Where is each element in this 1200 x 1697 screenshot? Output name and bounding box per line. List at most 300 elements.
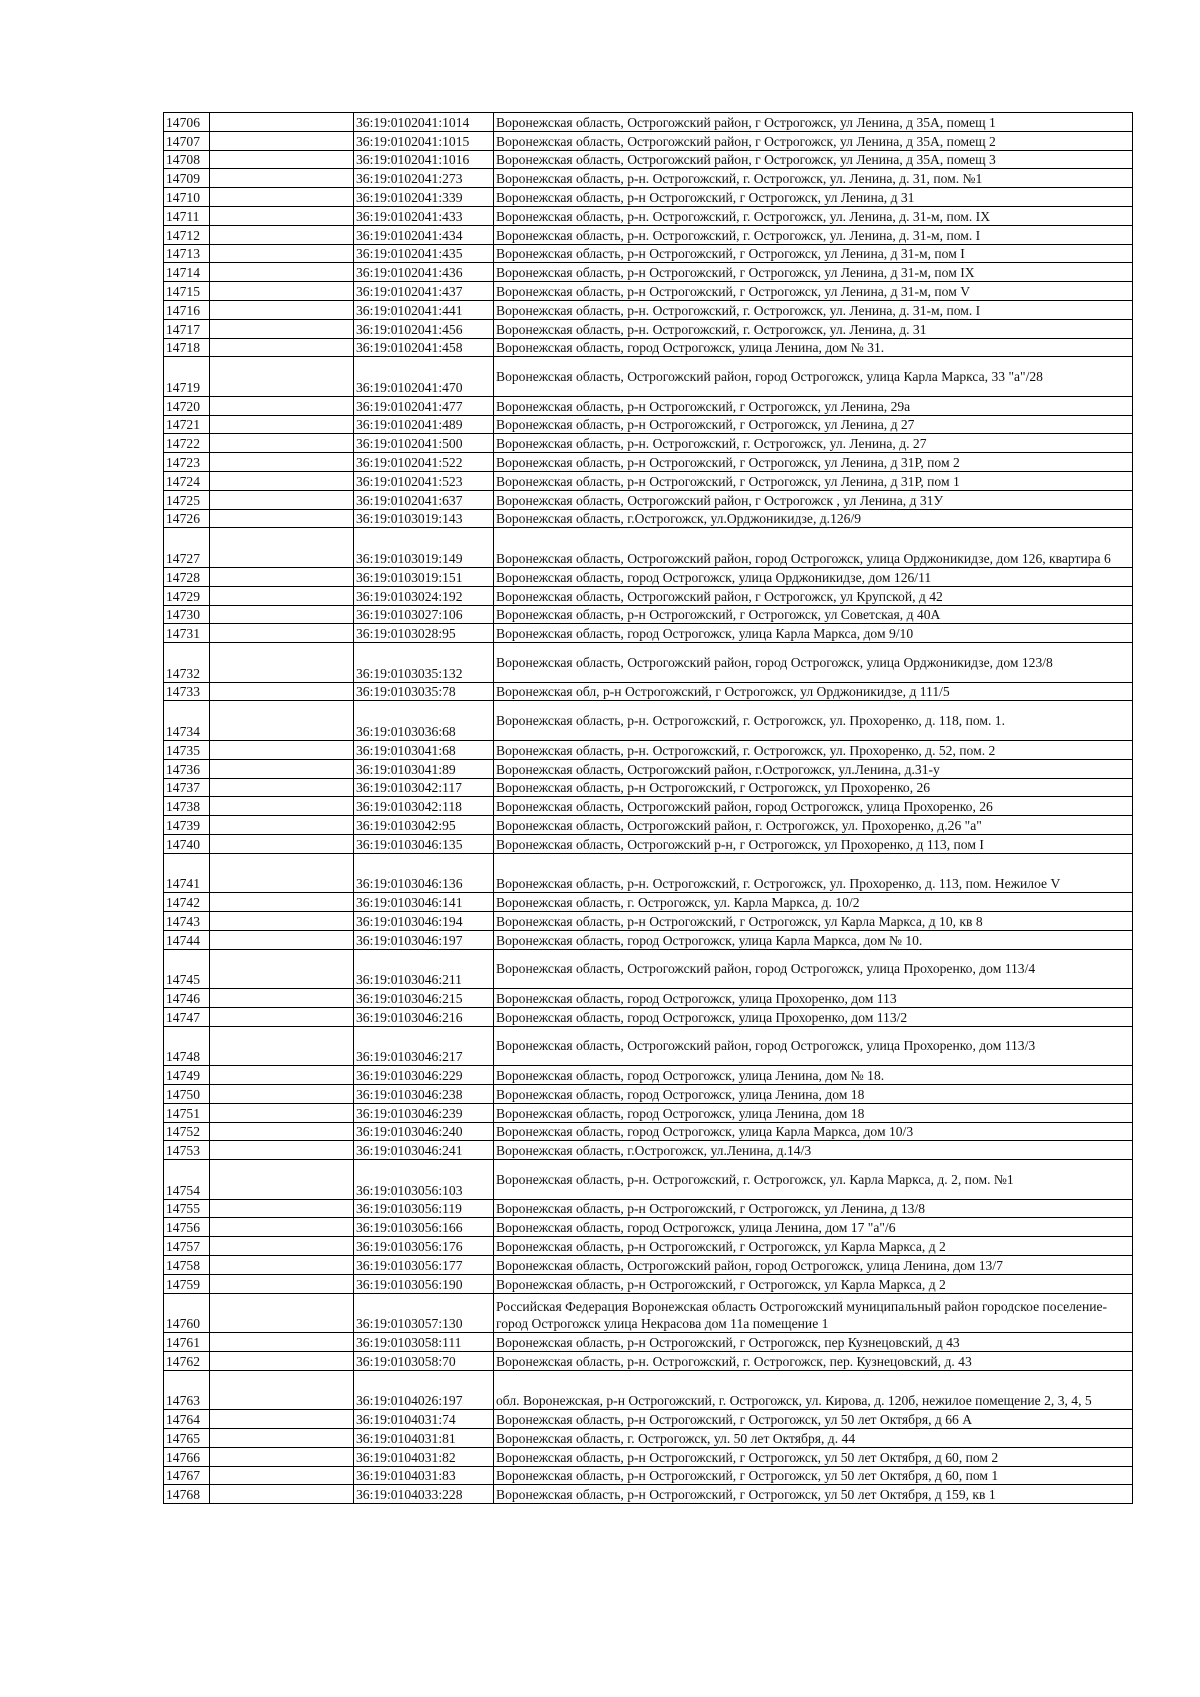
cadastral-number-cell: 36:19:0103035:132	[354, 643, 494, 683]
empty-cell	[210, 1293, 354, 1333]
address-cell: Воронежская область, город Острогожск, улица Карла Маркса, дом № 10.	[494, 930, 1133, 949]
address-cell: Воронежская область, Острогожский район, город Острогожск, улица Прохоренко, дом 113/3	[494, 1026, 1133, 1066]
address-cell: Воронежская область, город Острогожск, улица Прохоренко, дом 113	[494, 989, 1133, 1008]
empty-cell	[210, 567, 354, 586]
cadastral-number-cell: 36:19:0103046:197	[354, 930, 494, 949]
address-cell: Воронежская область, город Острогожск, улица Карла Маркса, дом 10/3	[494, 1122, 1133, 1141]
address-cell: Воронежская область, Острогожский район, г Острогожск , ул Ленина, д 31У	[494, 490, 1133, 509]
cadastral-number-cell: 36:19:0103046:239	[354, 1103, 494, 1122]
table-row	[164, 282, 1133, 301]
address-cell: Воронежская область, р-н. Острогожский, г. Острогожск, ул. Ленина, д. 31, пом. №1	[494, 169, 1133, 188]
table-row	[164, 434, 1133, 453]
empty-cell	[210, 188, 354, 207]
empty-cell	[210, 225, 354, 244]
row-number-cell: 14723	[164, 453, 210, 472]
cadastral-number-cell: 36:19:0103058:111	[354, 1333, 494, 1352]
table-row	[164, 1160, 1133, 1200]
address-cell: Воронежская область, Острогожский район, г. Острогожск, ул. Прохоренко, д.26 "а"	[494, 816, 1133, 835]
cadastral-number-cell: 36:19:0102041:1014	[354, 113, 494, 132]
row-number-cell: 14709	[164, 169, 210, 188]
row-number-cell: 14754	[164, 1160, 210, 1200]
row-number-cell: 14716	[164, 300, 210, 319]
empty-cell	[210, 912, 354, 931]
empty-cell	[210, 1351, 354, 1370]
cadastral-number-cell: 36:19:0103019:143	[354, 509, 494, 528]
table-row	[164, 1351, 1133, 1370]
row-number-cell: 14755	[164, 1199, 210, 1218]
empty-cell	[210, 1333, 354, 1352]
empty-cell	[210, 263, 354, 282]
cadastral-number-cell: 36:19:0103046:136	[354, 853, 494, 893]
address-cell: Воронежская область, г.Острогожск, ул.Орджоникидзе, д.126/9	[494, 509, 1133, 528]
empty-cell	[210, 1122, 354, 1141]
table-row	[164, 415, 1133, 434]
address-cell: Воронежская область, р-н. Острогожский, г. Острогожск, ул. Карла Маркса, д. 2, пом. №1	[494, 1160, 1133, 1200]
cadastral-number-cell: 36:19:0103056:177	[354, 1256, 494, 1275]
row-number-cell: 14721	[164, 415, 210, 434]
row-number-cell: 14748	[164, 1026, 210, 1066]
empty-cell	[210, 396, 354, 415]
empty-cell	[210, 131, 354, 150]
table-row	[164, 338, 1133, 357]
empty-cell	[210, 740, 354, 759]
address-cell: Воронежская область, р-н Острогожский, г Острогожск, ул Ленина, 29а	[494, 396, 1133, 415]
empty-cell	[210, 989, 354, 1008]
empty-cell	[210, 434, 354, 453]
empty-cell	[210, 415, 354, 434]
cadastral-number-cell: 36:19:0102041:637	[354, 490, 494, 509]
table-row	[164, 1066, 1133, 1085]
table-row	[164, 1103, 1133, 1122]
empty-cell	[210, 1103, 354, 1122]
row-number-cell: 14745	[164, 949, 210, 989]
row-number-cell: 14765	[164, 1429, 210, 1448]
cadastral-number-cell: 36:19:0103041:68	[354, 740, 494, 759]
empty-cell	[210, 1026, 354, 1066]
row-number-cell: 14758	[164, 1256, 210, 1275]
row-number-cell: 14706	[164, 113, 210, 132]
address-cell: Воронежская область, р-н Острогожский, г Острогожск, ул 50 лет Октября, д 60, пом 1	[494, 1466, 1133, 1485]
address-cell: Воронежская область, город Острогожск, улица Ленина, дом № 18.	[494, 1066, 1133, 1085]
row-number-cell: 14718	[164, 338, 210, 357]
row-number-cell: 14744	[164, 930, 210, 949]
empty-cell	[210, 1160, 354, 1200]
cadastral-number-cell: 36:19:0103046:240	[354, 1122, 494, 1141]
cadastral-number-cell: 36:19:0104031:81	[354, 1429, 494, 1448]
empty-cell	[210, 834, 354, 853]
empty-cell	[210, 682, 354, 701]
address-cell: Воронежская область, р-н Острогожский, г Острогожск, ул Ленина, д 13/8	[494, 1199, 1133, 1218]
table-row	[164, 1370, 1133, 1410]
address-cell: Воронежская область, р-н Острогожский, г Острогожск, ул Ленина, д 31	[494, 188, 1133, 207]
cadastral-number-cell: 36:19:0103019:151	[354, 567, 494, 586]
cadastral-number-cell: 36:19:0103036:68	[354, 701, 494, 741]
table-row	[164, 206, 1133, 225]
cadastral-number-cell: 36:19:0102041:339	[354, 188, 494, 207]
row-number-cell: 14729	[164, 586, 210, 605]
address-cell: Воронежская область, город Острогожск, улица Ленина, дом 17 "а"/6	[494, 1218, 1133, 1237]
cadastral-number-cell: 36:19:0102041:435	[354, 244, 494, 263]
empty-cell	[210, 453, 354, 472]
cadastral-number-cell: 36:19:0103056:119	[354, 1199, 494, 1218]
empty-cell	[210, 701, 354, 741]
row-number-cell: 14734	[164, 701, 210, 741]
cadastral-number-cell: 36:19:0102041:273	[354, 169, 494, 188]
row-number-cell: 14747	[164, 1007, 210, 1026]
address-cell: Воронежская область, р-н. Острогожский, г. Острогожск, ул. Ленина, д. 31-м, пом. I	[494, 300, 1133, 319]
empty-cell	[210, 778, 354, 797]
row-number-cell: 14757	[164, 1237, 210, 1256]
row-number-cell: 14760	[164, 1293, 210, 1333]
cadastral-number-cell: 36:19:0103046:215	[354, 989, 494, 1008]
row-number-cell: 14742	[164, 893, 210, 912]
empty-cell	[210, 949, 354, 989]
table-row	[164, 912, 1133, 931]
table-row	[164, 1485, 1133, 1504]
registry-table	[163, 112, 1133, 1504]
cadastral-number-cell: 36:19:0103042:117	[354, 778, 494, 797]
row-number-cell: 14750	[164, 1084, 210, 1103]
cadastral-number-cell: 36:19:0103056:176	[354, 1237, 494, 1256]
row-number-cell: 14746	[164, 989, 210, 1008]
address-cell: Воронежская область, р-н. Острогожский, г. Острогожск, пер. Кузнецовский, д. 43	[494, 1351, 1133, 1370]
cadastral-number-cell: 36:19:0102041:441	[354, 300, 494, 319]
cadastral-number-cell: 36:19:0102041:1016	[354, 150, 494, 169]
table-row	[164, 893, 1133, 912]
address-cell: Воронежская область, Острогожский р-н, г Острогожск, ул Прохоренко, д 113, пом I	[494, 834, 1133, 853]
row-number-cell: 14762	[164, 1351, 210, 1370]
address-cell: Воронежская область, р-н Острогожский, г Острогожск, ул Прохоренко, 26	[494, 778, 1133, 797]
table-row	[164, 357, 1133, 397]
table-row	[164, 169, 1133, 188]
empty-cell	[210, 1199, 354, 1218]
empty-cell	[210, 1007, 354, 1026]
row-number-cell: 14708	[164, 150, 210, 169]
empty-cell	[210, 624, 354, 643]
empty-cell	[210, 300, 354, 319]
cadastral-number-cell: 36:19:0103019:149	[354, 528, 494, 568]
address-cell: обл. Воронежская, р-н Острогожский, г. Острогожск, ул. Кирова, д. 120б, нежилое помещение 2, 3, 4, 5	[494, 1370, 1133, 1410]
row-number-cell: 14767	[164, 1466, 210, 1485]
row-number-cell: 14722	[164, 434, 210, 453]
table-row	[164, 319, 1133, 338]
empty-cell	[210, 528, 354, 568]
row-number-cell: 14759	[164, 1274, 210, 1293]
address-cell: Воронежская область, Острогожский район, город Острогожск, улица Ленина, дом 13/7	[494, 1256, 1133, 1275]
row-number-cell: 14766	[164, 1447, 210, 1466]
address-cell: Воронежская область, город Острогожск, улица Ленина, дом 18	[494, 1103, 1133, 1122]
table-row	[164, 1466, 1133, 1485]
address-cell: Воронежская область, р-н. Острогожский, г. Острогожск, ул. Ленина, д. 27	[494, 434, 1133, 453]
row-number-cell: 14726	[164, 509, 210, 528]
address-cell: Воронежская область, р-н. Острогожский, г. Острогожск, ул. Ленина, д. 31-м, пом. I	[494, 225, 1133, 244]
address-cell: Воронежская область, Острогожский район, город Острогожск, улица Прохоренко, дом 113/4	[494, 949, 1133, 989]
table-row	[164, 816, 1133, 835]
cadastral-number-cell: 36:19:0104033:228	[354, 1485, 494, 1504]
row-number-cell: 14749	[164, 1066, 210, 1085]
empty-cell	[210, 150, 354, 169]
empty-cell	[210, 1256, 354, 1275]
empty-cell	[210, 338, 354, 357]
address-cell: Воронежская область, р-н Острогожский, г Острогожск, ул Карла Маркса, д 10, кв 8	[494, 912, 1133, 931]
cadastral-number-cell: 36:19:0103042:118	[354, 797, 494, 816]
address-cell: Воронежская область, р-н Острогожский, г Острогожск, ул 50 лет Октября, д 159, кв 1	[494, 1485, 1133, 1504]
row-number-cell: 14741	[164, 853, 210, 893]
table-row	[164, 778, 1133, 797]
table-row	[164, 682, 1133, 701]
address-cell: Воронежская область, р-н Острогожский, г Острогожск, ул Ленина, д 31-м, пом I	[494, 244, 1133, 263]
table-row	[164, 1256, 1133, 1275]
table-row	[164, 853, 1133, 893]
table-row	[164, 1122, 1133, 1141]
empty-cell	[210, 853, 354, 893]
table-row	[164, 1199, 1133, 1218]
table-row	[164, 1218, 1133, 1237]
empty-cell	[210, 472, 354, 491]
cadastral-number-cell: 36:19:0103057:130	[354, 1293, 494, 1333]
table-row	[164, 528, 1133, 568]
table-row	[164, 1237, 1133, 1256]
address-cell: Воронежская область, город Острогожск, улица Орджоникидзе, дом 126/11	[494, 567, 1133, 586]
cadastral-number-cell: 36:19:0102041:470	[354, 357, 494, 397]
address-cell: Воронежская область, р-н Острогожский, г Острогожск, ул Карла Маркса, д 2	[494, 1274, 1133, 1293]
address-cell: Воронежская область, р-н Острогожский, г Острогожск, ул Ленина, д 31Р, пом 2	[494, 453, 1133, 472]
row-number-cell: 14713	[164, 244, 210, 263]
address-cell: Воронежская область, р-н Острогожский, г Острогожск, ул Советская, д 40А	[494, 605, 1133, 624]
table-row	[164, 740, 1133, 759]
table-row	[164, 701, 1133, 741]
cadastral-number-cell: 36:19:0103046:216	[354, 1007, 494, 1026]
table-row	[164, 643, 1133, 683]
row-number-cell: 14733	[164, 682, 210, 701]
row-number-cell: 14720	[164, 396, 210, 415]
empty-cell	[210, 605, 354, 624]
address-cell: Воронежская область, г. Острогожск, ул. Карла Маркса, д. 10/2	[494, 893, 1133, 912]
empty-cell	[210, 643, 354, 683]
empty-cell	[210, 816, 354, 835]
cadastral-number-cell: 36:19:0104026:197	[354, 1370, 494, 1410]
table-row	[164, 188, 1133, 207]
cadastral-number-cell: 36:19:0102041:436	[354, 263, 494, 282]
empty-cell	[210, 759, 354, 778]
row-number-cell: 14761	[164, 1333, 210, 1352]
empty-cell	[210, 113, 354, 132]
table-row	[164, 586, 1133, 605]
cadastral-number-cell: 36:19:0102041:523	[354, 472, 494, 491]
row-number-cell: 14732	[164, 643, 210, 683]
cadastral-number-cell: 36:19:0103028:95	[354, 624, 494, 643]
table-row	[164, 834, 1133, 853]
cadastral-number-cell: 36:19:0102041:433	[354, 206, 494, 225]
address-cell: Воронежская область, р-н. Острогожский, г. Острогожск, ул. Прохоренко, д. 113, пом. Нежилое V	[494, 853, 1133, 893]
cadastral-number-cell: 36:19:0102041:458	[354, 338, 494, 357]
table-row	[164, 1447, 1133, 1466]
row-number-cell: 14764	[164, 1410, 210, 1429]
row-number-cell: 14725	[164, 490, 210, 509]
address-cell: Воронежская область, Острогожский район, г Острогожск, ул Крупской, д 42	[494, 586, 1133, 605]
address-cell: Воронежская область, р-н Острогожский, г Острогожск, ул 50 лет Октября, д 66 А	[494, 1410, 1133, 1429]
row-number-cell: 14724	[164, 472, 210, 491]
empty-cell	[210, 1084, 354, 1103]
cadastral-number-cell: 36:19:0103024:192	[354, 586, 494, 605]
cadastral-number-cell: 36:19:0103042:95	[354, 816, 494, 835]
table-row	[164, 1293, 1133, 1333]
cadastral-number-cell: 36:19:0104031:82	[354, 1447, 494, 1466]
cadastral-number-cell: 36:19:0103046:229	[354, 1066, 494, 1085]
address-cell: Воронежская область, Острогожский район, город Острогожск, улица Орджоникидзе, дом 123/8	[494, 643, 1133, 683]
cadastral-number-cell: 36:19:0103035:78	[354, 682, 494, 701]
address-cell: Воронежская область, г.Острогожск, ул.Ленина, д.14/3	[494, 1141, 1133, 1160]
table-row	[164, 1333, 1133, 1352]
row-number-cell: 14711	[164, 206, 210, 225]
cadastral-number-cell: 36:19:0103056:166	[354, 1218, 494, 1237]
empty-cell	[210, 1466, 354, 1485]
row-number-cell: 14737	[164, 778, 210, 797]
empty-cell	[210, 357, 354, 397]
empty-cell	[210, 169, 354, 188]
table-row	[164, 1084, 1133, 1103]
cadastral-number-cell: 36:19:0103046:194	[354, 912, 494, 931]
address-cell: Воронежская область, г. Острогожск, ул. 50 лет Октября, д. 44	[494, 1429, 1133, 1448]
address-cell: Воронежская область, Острогожский район, г.Острогожск, ул.Ленина, д.31-у	[494, 759, 1133, 778]
table-row	[164, 1429, 1133, 1448]
table-row	[164, 453, 1133, 472]
cadastral-number-cell: 36:19:0102041:434	[354, 225, 494, 244]
table-row	[164, 605, 1133, 624]
table-row	[164, 490, 1133, 509]
table-row	[164, 131, 1133, 150]
registry-table-body	[164, 113, 1133, 1504]
address-cell: Воронежская область, р-н. Острогожский, г. Острогожск, ул. Ленина, д. 31	[494, 319, 1133, 338]
table-row	[164, 1274, 1133, 1293]
address-cell: Воронежская область, город Острогожск, улица Прохоренко, дом 113/2	[494, 1007, 1133, 1026]
empty-cell	[210, 893, 354, 912]
row-number-cell: 14739	[164, 816, 210, 835]
table-row	[164, 930, 1133, 949]
address-cell: Воронежская область, р-н Острогожский, г Острогожск, ул Ленина, д 31-м, пом V	[494, 282, 1133, 301]
cadastral-number-cell: 36:19:0103046:211	[354, 949, 494, 989]
empty-cell	[210, 206, 354, 225]
address-cell: Воронежская область, р-н Острогожский, г Острогожск, пер Кузнецовский, д 43	[494, 1333, 1133, 1352]
cadastral-number-cell: 36:19:0102041:477	[354, 396, 494, 415]
cadastral-number-cell: 36:19:0103046:135	[354, 834, 494, 853]
cadastral-number-cell: 36:19:0103027:106	[354, 605, 494, 624]
empty-cell	[210, 1274, 354, 1293]
empty-cell	[210, 244, 354, 263]
empty-cell	[210, 319, 354, 338]
address-cell: Воронежская область, Острогожский район, город Острогожск, улица Карла Маркса, 33 "а"/28	[494, 357, 1133, 397]
empty-cell	[210, 1485, 354, 1504]
cadastral-number-cell: 36:19:0102041:500	[354, 434, 494, 453]
row-number-cell: 14719	[164, 357, 210, 397]
table-row	[164, 225, 1133, 244]
address-cell: Воронежская область, Острогожский район, город Острогожск, улица Прохоренко, 26	[494, 797, 1133, 816]
table-row	[164, 244, 1133, 263]
cadastral-number-cell: 36:19:0102041:1015	[354, 131, 494, 150]
table-row	[164, 300, 1133, 319]
empty-cell	[210, 586, 354, 605]
table-row	[164, 396, 1133, 415]
table-row	[164, 1026, 1133, 1066]
empty-cell	[210, 1218, 354, 1237]
table-row	[164, 113, 1133, 132]
address-cell: Воронежская область, город Острогожск, улица Карла Маркса, дом 9/10	[494, 624, 1133, 643]
empty-cell	[210, 797, 354, 816]
cadastral-number-cell: 36:19:0102041:489	[354, 415, 494, 434]
empty-cell	[210, 1410, 354, 1429]
cadastral-number-cell: 36:19:0104031:83	[354, 1466, 494, 1485]
cadastral-number-cell: 36:19:0102041:437	[354, 282, 494, 301]
table-row	[164, 509, 1133, 528]
cadastral-number-cell: 36:19:0103046:238	[354, 1084, 494, 1103]
address-cell: Воронежская область, р-н Острогожский, г Острогожск, ул 50 лет Октября, д 60, пом 2	[494, 1447, 1133, 1466]
address-cell: Воронежская область, р-н Острогожский, г Острогожск, ул Ленина, д 31-м, пом IX	[494, 263, 1133, 282]
address-cell: Воронежская область, Острогожский район, г Острогожск, ул Ленина, д 35А, помещ 2	[494, 131, 1133, 150]
empty-cell	[210, 1237, 354, 1256]
address-cell: Воронежская область, р-н. Острогожский, г. Острогожск, ул. Ленина, д. 31-м, пом. IX	[494, 206, 1133, 225]
cadastral-number-cell: 36:19:0103046:241	[354, 1141, 494, 1160]
row-number-cell: 14715	[164, 282, 210, 301]
cadastral-number-cell: 36:19:0103046:141	[354, 893, 494, 912]
empty-cell	[210, 1429, 354, 1448]
table-row	[164, 263, 1133, 282]
address-cell: Воронежская обл, р-н Острогожский, г Острогожск, ул Орджоникидзе, д 111/5	[494, 682, 1133, 701]
row-number-cell: 14751	[164, 1103, 210, 1122]
table-row	[164, 472, 1133, 491]
table-row	[164, 150, 1133, 169]
row-number-cell: 14738	[164, 797, 210, 816]
empty-cell	[210, 1066, 354, 1085]
empty-cell	[210, 490, 354, 509]
table-row	[164, 567, 1133, 586]
row-number-cell: 14714	[164, 263, 210, 282]
row-number-cell: 14740	[164, 834, 210, 853]
row-number-cell: 14736	[164, 759, 210, 778]
table-row	[164, 949, 1133, 989]
table-row	[164, 989, 1133, 1008]
empty-cell	[210, 282, 354, 301]
table-row	[164, 759, 1133, 778]
row-number-cell: 14752	[164, 1122, 210, 1141]
empty-cell	[210, 509, 354, 528]
table-row	[164, 1141, 1133, 1160]
cadastral-number-cell: 36:19:0103056:190	[354, 1274, 494, 1293]
address-cell: Воронежская область, р-н Острогожский, г Острогожск, ул Ленина, д 31Р, пом 1	[494, 472, 1133, 491]
table-row	[164, 1007, 1133, 1026]
row-number-cell: 14743	[164, 912, 210, 931]
empty-cell	[210, 930, 354, 949]
cadastral-number-cell: 36:19:0103058:70	[354, 1351, 494, 1370]
table-row	[164, 1410, 1133, 1429]
row-number-cell: 14768	[164, 1485, 210, 1504]
address-cell: Российская Федерация Воронежская область Острогожский муниципальный район городское поселение-город Острогожск улица Некрасова дом 11а помещение 1	[494, 1293, 1133, 1333]
address-cell: Воронежская область, Острогожский район, город Острогожск, улица Орджоникидзе, дом 126, квартира 6	[494, 528, 1133, 568]
address-cell: Воронежская область, Острогожский район, г Острогожск, ул Ленина, д 35А, помещ 1	[494, 113, 1133, 132]
cadastral-number-cell: 36:19:0103046:217	[354, 1026, 494, 1066]
cadastral-number-cell: 36:19:0103041:89	[354, 759, 494, 778]
empty-cell	[210, 1370, 354, 1410]
row-number-cell: 14717	[164, 319, 210, 338]
empty-cell	[210, 1141, 354, 1160]
address-cell: Воронежская область, город Острогожск, улица Ленина, дом 18	[494, 1084, 1133, 1103]
empty-cell	[210, 1447, 354, 1466]
row-number-cell: 14710	[164, 188, 210, 207]
address-cell: Воронежская область, р-н Острогожский, г Острогожск, ул Ленина, д 27	[494, 415, 1133, 434]
row-number-cell: 14727	[164, 528, 210, 568]
address-cell: Воронежская область, Острогожский район, г Острогожск, ул Ленина, д 35А, помещ 3	[494, 150, 1133, 169]
address-cell: Воронежская область, город Острогожск, улица Ленина, дом № 31.	[494, 338, 1133, 357]
row-number-cell: 14756	[164, 1218, 210, 1237]
